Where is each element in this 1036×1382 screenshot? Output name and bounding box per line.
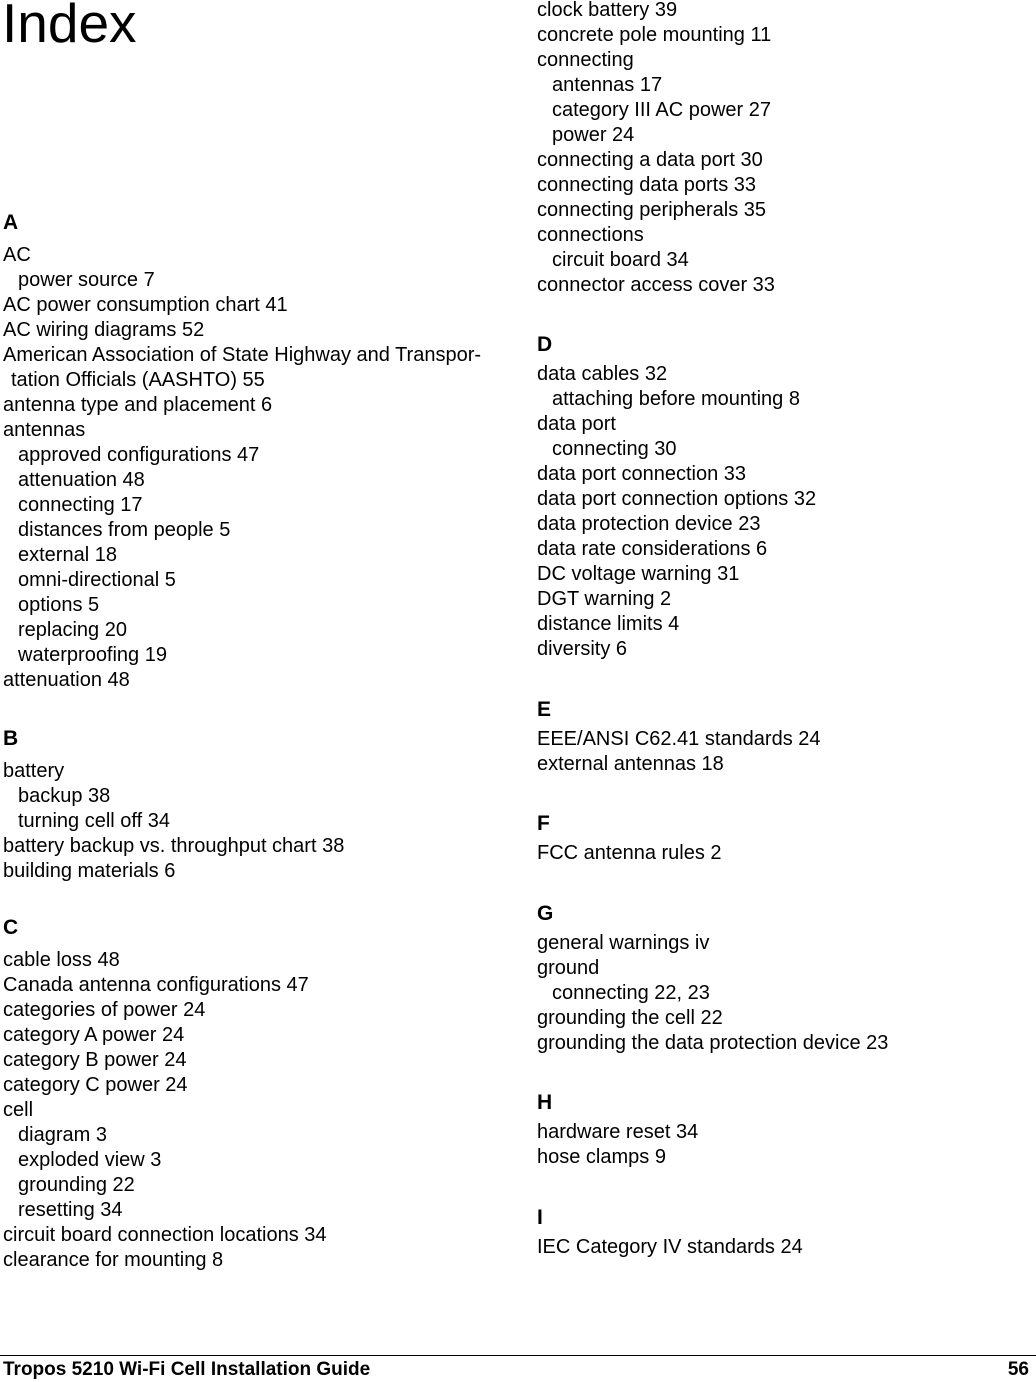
- index-entry: battery: [3, 760, 65, 782]
- index-entry: category B power 24: [3, 1049, 187, 1071]
- index-entry: data rate considerations 6: [537, 538, 768, 560]
- index-entry: connector access cover 33: [537, 274, 775, 296]
- index-entry-continuation: tation Officials (AASHTO) 55: [11, 369, 265, 391]
- index-entry: external antennas 18: [537, 753, 724, 775]
- index-entry: connecting data ports 33: [537, 174, 757, 196]
- index-section-i: [537, 1205, 1032, 1260]
- index-entry: clearance for mounting 8: [3, 1249, 224, 1271]
- index-entry: data port: [537, 413, 616, 435]
- index-subentry: replacing 20: [18, 619, 127, 641]
- index-subentry: connecting 30: [552, 438, 677, 460]
- section-letter: G: [537, 902, 554, 925]
- index-entry: building materials 6: [3, 860, 176, 882]
- index-subentry: diagram 3: [18, 1124, 107, 1146]
- index-entry: categories of power 24: [3, 999, 206, 1021]
- index-entry: diversity 6: [537, 638, 628, 660]
- index-subentry: backup 38: [18, 785, 111, 807]
- index-entry: American Association of State Highway and Transpor-: [3, 344, 482, 366]
- index-subentry: antennas 17: [552, 74, 663, 96]
- section-letter: F: [537, 812, 550, 835]
- index-subentry: waterproofing 19: [18, 644, 167, 666]
- index-entry: cell: [3, 1099, 34, 1121]
- index-entry: grounding the data protection device 23: [537, 1032, 889, 1054]
- index-entry: connections: [537, 224, 644, 246]
- index-subentry: attaching before mounting 8: [552, 388, 800, 410]
- index-entry: grounding the cell 22: [537, 1007, 723, 1029]
- index-section-g: [537, 901, 1032, 1056]
- index-subentry: external 18: [18, 544, 117, 566]
- index-subentry: circuit board 34: [552, 249, 689, 271]
- index-section-h: [537, 1090, 1032, 1170]
- index-subentry: attenuation 48: [18, 469, 145, 491]
- index-entry: antenna type and placement 6: [3, 394, 273, 416]
- index-entry: AC: [3, 244, 31, 266]
- index-entry: AC power consumption chart 41: [3, 294, 288, 316]
- index-subentry: connecting 22, 23: [552, 982, 710, 1004]
- index-entry: circuit board connection locations 34: [3, 1224, 327, 1246]
- index-entry: FCC antenna rules 2: [537, 842, 722, 864]
- index-subentry: options 5: [18, 594, 100, 616]
- section-letter: E: [537, 698, 552, 721]
- index-section-f: [537, 811, 1032, 866]
- footer-page-number: 56: [1007, 1359, 1029, 1380]
- index-entry: connecting peripherals 35: [537, 199, 767, 221]
- index-entry: data port connection 33: [537, 463, 747, 485]
- index-entry: connecting: [537, 49, 634, 71]
- index-section-d: [537, 332, 1032, 662]
- index-subentry: distances from people 5: [18, 519, 231, 541]
- index-entry: general warnings iv: [537, 932, 710, 954]
- section-letter: H: [537, 1091, 553, 1114]
- index-subentry: category III AC power 27: [552, 99, 772, 121]
- index-entry: antennas: [3, 419, 86, 441]
- index-entry: hardware reset 34: [537, 1121, 699, 1143]
- index-section-a: [3, 210, 508, 693]
- section-letter: A: [3, 211, 19, 234]
- index-entry: category A power 24: [3, 1024, 185, 1046]
- index-entry: attenuation 48: [3, 669, 130, 691]
- index-entry: category C power 24: [3, 1074, 188, 1096]
- index-entry: concrete pole mounting 11: [537, 24, 772, 46]
- index-subentry: power source 7: [18, 269, 155, 291]
- index-entry: battery backup vs. throughput chart 38: [3, 835, 345, 857]
- index-section-e: [537, 697, 1032, 777]
- index-entry: clock battery 39: [537, 0, 678, 21]
- index-subentry: power 24: [552, 124, 635, 146]
- index-subentry: resetting 34: [18, 1199, 123, 1221]
- index-subentry: connecting 17: [18, 494, 143, 516]
- index-entry: cable loss 48: [3, 949, 120, 971]
- index-subentry: omni-directional 5: [18, 569, 176, 591]
- index-entry: DC voltage warning 31: [537, 563, 740, 585]
- index-entry: Canada antenna configurations 47: [3, 974, 309, 996]
- index-subentry: approved configurations 47: [18, 444, 260, 466]
- index-entry: ground: [537, 957, 600, 979]
- index-entry: AC wiring diagrams 52: [3, 319, 205, 341]
- index-section-c-continued: [537, 0, 1032, 298]
- index-subentry: grounding 22: [18, 1174, 135, 1196]
- index-entry: data protection device 23: [537, 513, 761, 535]
- page-title: Index: [2, 0, 137, 54]
- section-letter: D: [537, 333, 553, 356]
- index-section-b: [3, 726, 508, 884]
- section-letter: I: [537, 1206, 543, 1229]
- section-letter: B: [3, 727, 19, 750]
- index-section-c: [3, 915, 508, 1273]
- index-subentry: turning cell off 34: [18, 810, 170, 832]
- index-entry: connecting a data port 30: [537, 149, 763, 171]
- index-subentry: exploded view 3: [18, 1149, 162, 1171]
- index-entry: distance limits 4: [537, 613, 680, 635]
- index-entry: data cables 32: [537, 363, 668, 385]
- footer-divider: [0, 1355, 1036, 1356]
- index-entry: DGT warning 2: [537, 588, 672, 610]
- index-entry: hose clamps 9: [537, 1146, 666, 1168]
- index-entry: data port connection options 32: [537, 488, 817, 510]
- index-entry: IEC Category IV standards 24: [537, 1236, 803, 1258]
- footer-document-title: Tropos 5210 Wi-Fi Cell Installation Guide: [3, 1359, 371, 1380]
- index-entry: EEE/ANSI C62.41 standards 24: [537, 728, 821, 750]
- section-letter: C: [3, 916, 19, 939]
